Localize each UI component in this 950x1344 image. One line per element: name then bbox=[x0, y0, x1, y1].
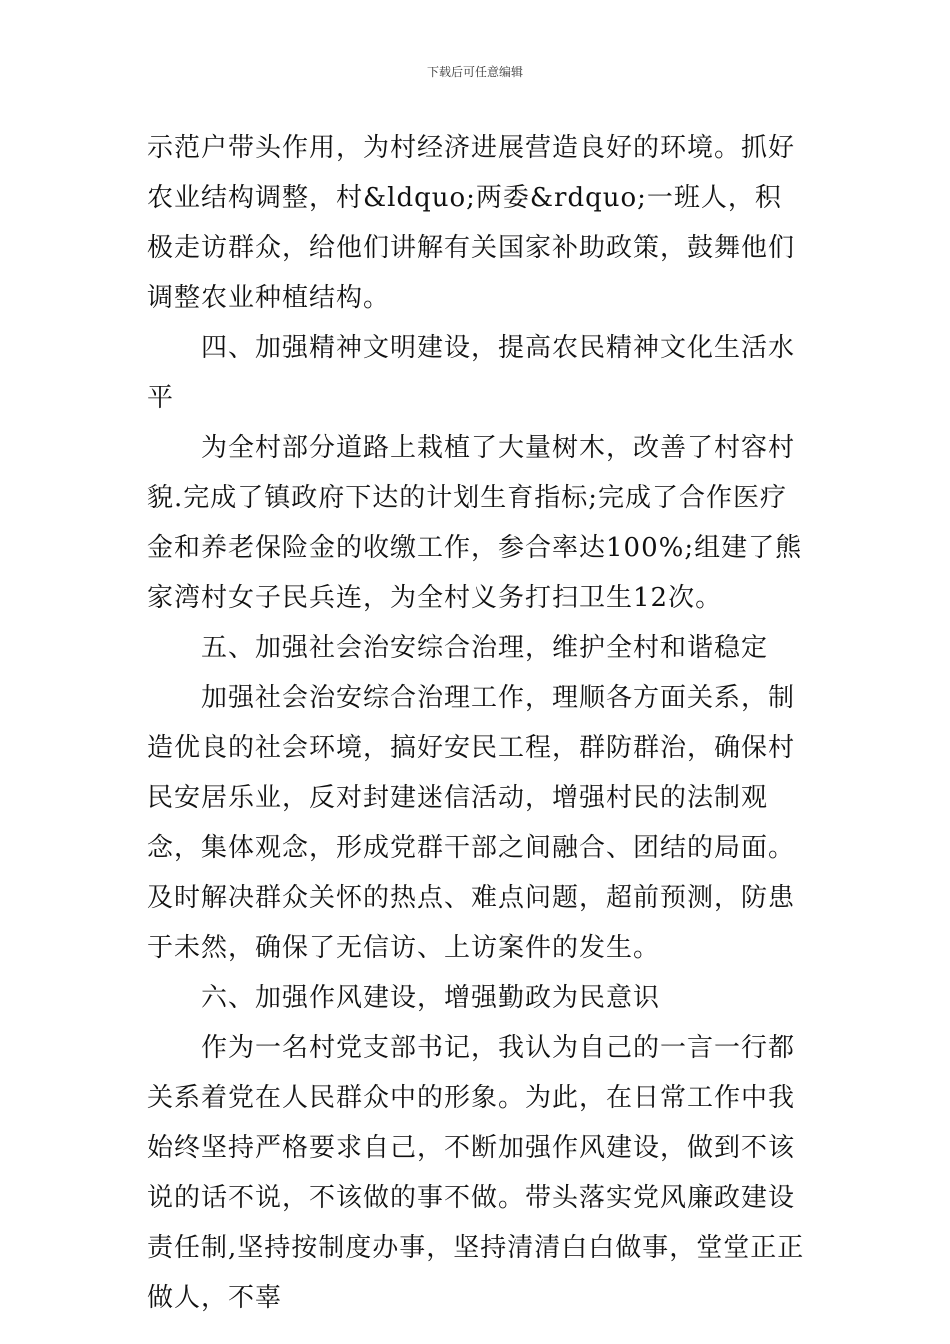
section-heading-5: 五、加强社会治安综合治理，维护全村和谐稳定 bbox=[201, 633, 769, 663]
section-heading-6: 六、加强作风建设，增强勤政为民意识 bbox=[201, 983, 661, 1013]
section-heading-4: 四、加强精神文明建设，提高农民精神文化生活水平 bbox=[147, 333, 796, 413]
paragraph-3: 加强社会治安综合治理工作，理顺各方面关系，制造优良的社会环境，搞好安民工程，群防群治，确保村民安居乐业，反对封建迷信活动，增强村民的法制观念，集体观念，形成党群干部之间融合、团结的局面。及时解决群众关怀的热点、难点问题，超前预测，防患于未然，确保了无信访、上访案件的发生。 bbox=[147, 683, 796, 963]
paragraph-1: 示范户带头作用，为村经济进展营造良好的环境。抓好农业结构调整，村&ldquo;两委&rdquo;一班人，积极走访群众，给他们讲解有关国家补助政策，鼓舞他们调整农业种植结构。 bbox=[147, 133, 796, 313]
document-body bbox=[147, 123, 807, 1323]
paragraph-2: 为全村部分道路上栽植了大量树木，改善了村容村貌.完成了镇政府下达的计划生育指标;完成了合作医疗金和养老保险金的收缴工作，参合率达100%;组建了熊家湾村女子民兵连，为全村义务打扫卫生12次。 bbox=[147, 433, 803, 613]
paragraph-4: 作为一名村党支部书记，我认为自己的一言一行都关系着党在人民群众中的形象。为此，在日常工作中我始终坚持严格要求自己，不断加强作风建设，做到不该说的话不说，不该做的事不做。带头落实党风廉政建设责任制,坚持按制度办事，坚持清清白白做事，堂堂正正做人，不辜 bbox=[147, 1033, 805, 1313]
page-header: 下载后可任意编辑 bbox=[426, 65, 523, 79]
